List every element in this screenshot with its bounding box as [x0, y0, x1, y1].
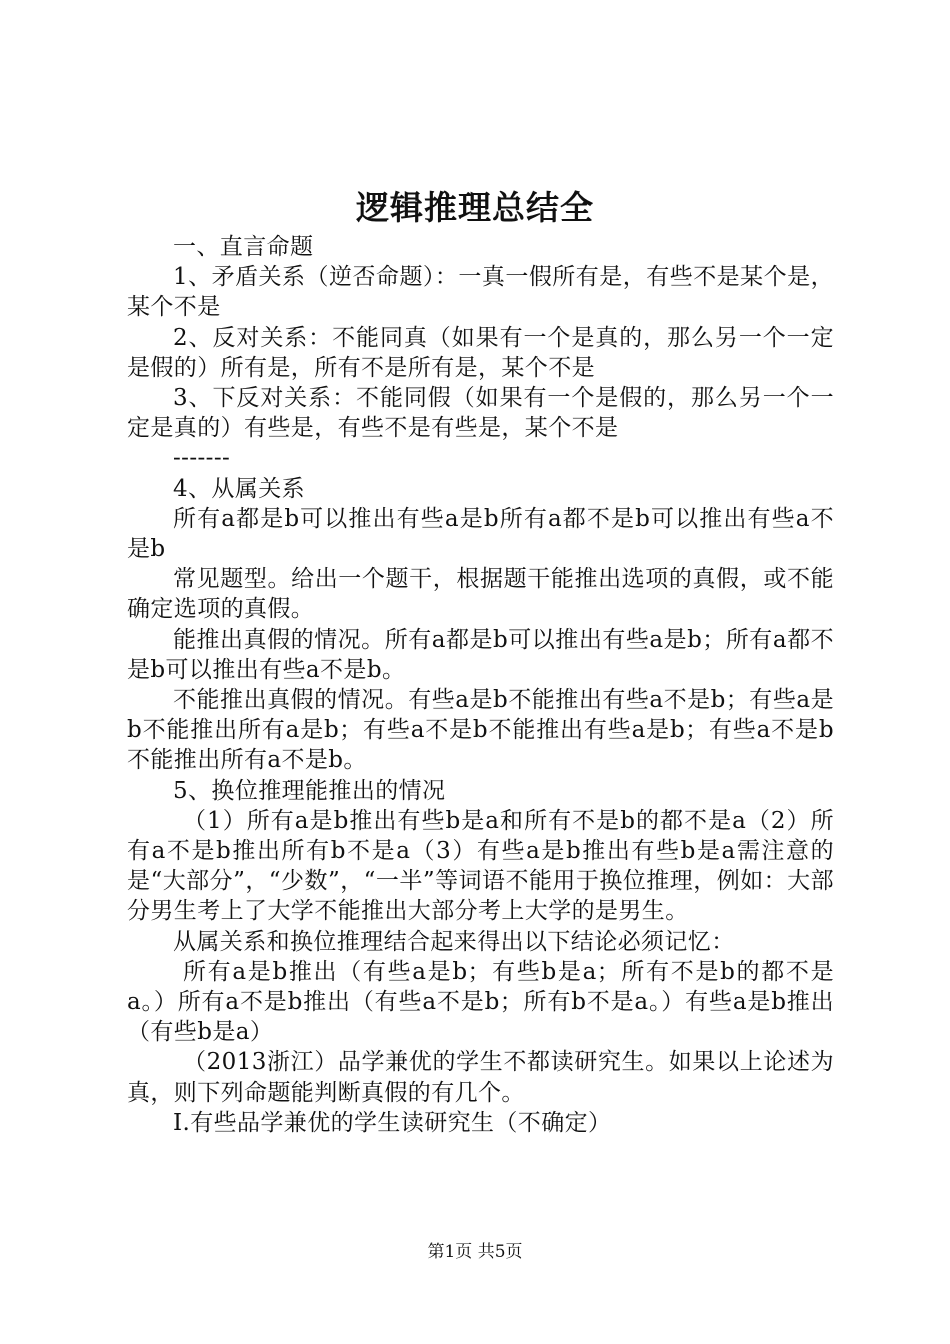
separator-text: -------: [173, 445, 231, 472]
paragraph: 从属关系和换位推理结合起来得出以下结论必须记忆：: [173, 928, 735, 955]
section-heading: 4、从属关系: [173, 475, 306, 502]
document-title: 逻辑推理总结全: [356, 188, 594, 227]
paragraph: 所有a都是b可以推出有些a是b所有a都不是b可以推出有些a不是b: [127, 505, 834, 563]
paragraph: 2、反对关系：不能同真（如果有一个是真的，那么另一个一定是假的）所有是，所有不是所有是，某个不是: [127, 324, 834, 381]
paragraph: 1、矛盾关系（逆否命题）：一真一假所有是，有些不是某个是，某个不是: [127, 264, 834, 321]
paragraph: 不能推出真假的情况。有些a是b不能推出有些a不是b；有些a是b不能推出所有a是b；有些a不是b不能推出有些a是b；有些a不是b不能推出所有a不是b。: [127, 687, 834, 774]
page-footer: 第1页 共5页: [427, 1242, 523, 1262]
paragraph: （1）所有a是b推出有些b是a和所有不是b的都不是a（2）所有a不是b推出所有b不是a（3）有些a是b推出有些b是a需注意的是“大部分”，“少数”，“一半”等词语不能用于换位推理，例如：大部分男生考上了大学不能推出大部分考上大学的是男生。: [127, 807, 834, 925]
section-heading: 一、直言命题: [173, 234, 314, 260]
section-heading: 5、换位推理能推出的情况: [173, 777, 446, 804]
paragraph: 常见题型。给出一个题干，根据题干能推出选项的真假，或不能确定选项的真假。: [127, 566, 834, 623]
paragraph: 所有a是b推出（有些a是b；有些b是a；所有不是b的都不是a。）所有a不是b推出（有些a不是b；所有b不是a。）有些a是b推出（有些b是a）: [127, 958, 834, 1046]
paragraph: Ⅰ.有些品学兼优的学生读研究生（不确定）: [173, 1109, 612, 1136]
paragraph: （2013浙江）品学兼优的学生不都读研究生。如果以上论述为真，则下列命题能判断真假的有几个。: [127, 1049, 834, 1106]
paragraph: 能推出真假的情况。所有a都是b可以推出有些a是b；所有a都不是b可以推出有些a不是b。: [127, 626, 834, 683]
document-body: [127, 232, 834, 1138]
paragraph: 3、下反对关系：不能同假（如果有一个是假的，那么另一个一定是真的）有些是，有些不是有些是，某个不是: [127, 385, 834, 442]
